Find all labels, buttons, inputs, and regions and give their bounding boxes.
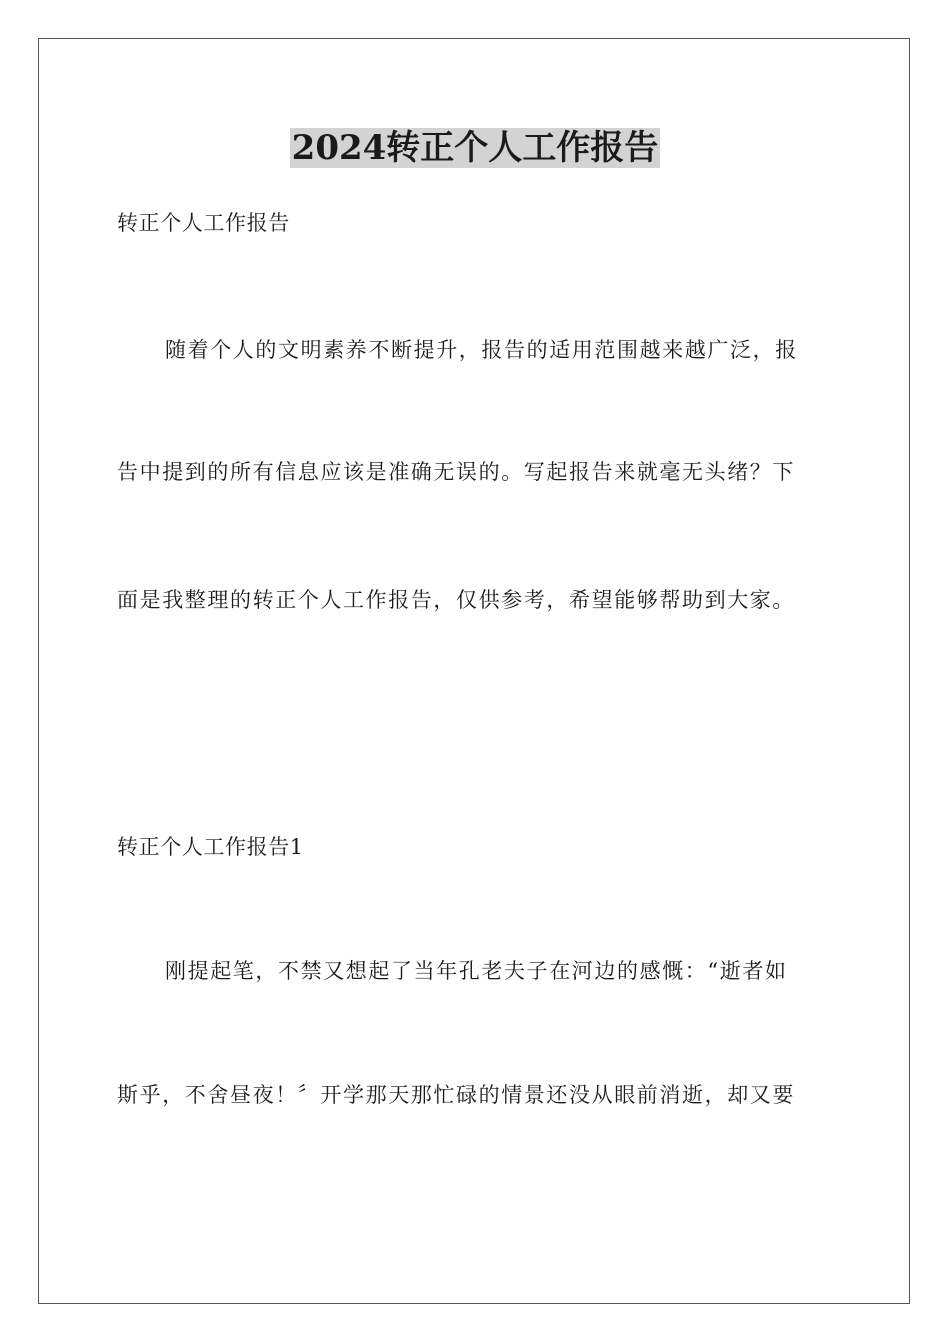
section-paragraph-line: 斯乎，不舍昼夜！〞开学那天那忙碌的情景还没从眼前消逝，却又要 xyxy=(117,1083,795,1107)
document-subtitle: 转正个人工作报告 xyxy=(117,211,290,235)
intro-paragraph-line: 随着个人的文明素养不断提升，报告的适用范围越来越广泛，报 xyxy=(165,338,798,362)
document-title xyxy=(0,128,950,168)
section-heading: 转正个人工作报告1 xyxy=(117,835,304,859)
document-title-text: 2024转正个人工作报告 xyxy=(291,128,659,168)
intro-paragraph-line: 告中提到的所有信息应该是准确无误的。写起报告来就毫无头绪？下 xyxy=(117,460,795,484)
section-paragraph-line: 刚提起笔，不禁又想起了当年孔老夫子在河边的感慨：“逝者如 xyxy=(165,959,788,983)
intro-paragraph-line: 面是我整理的转正个人工作报告，仅供参考，希望能够帮助到大家。 xyxy=(117,588,795,612)
